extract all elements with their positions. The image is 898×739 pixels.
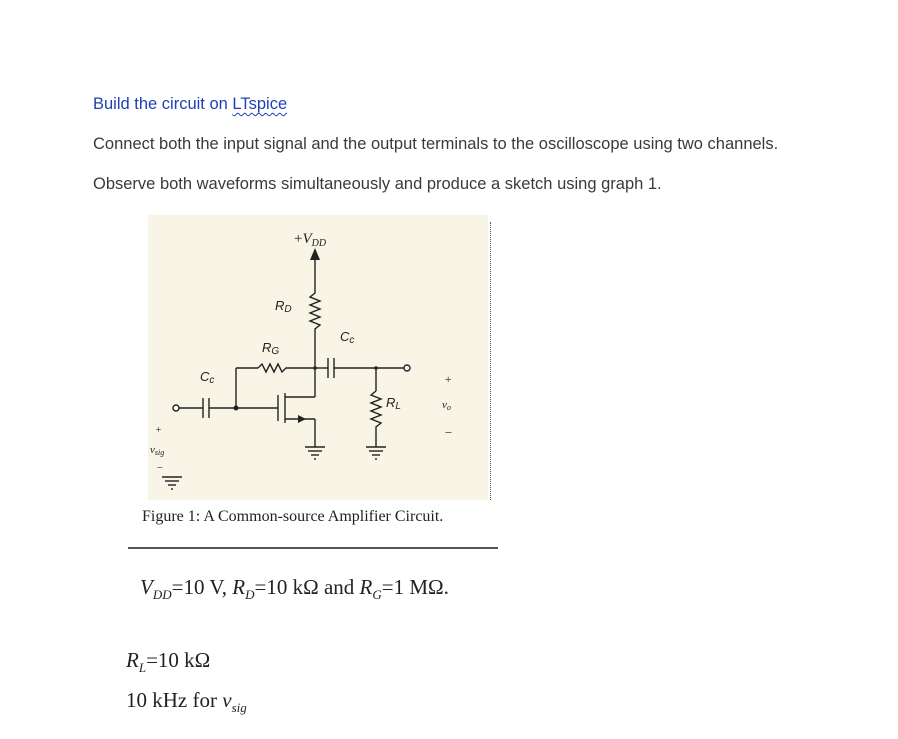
rd-label-sub: D: [284, 304, 292, 315]
rd-symbol: R: [232, 575, 246, 599]
cc-in-label-c: C: [200, 369, 210, 384]
parameters-line-2: [126, 648, 210, 676]
instruction-observe-waveforms: Observe both waveforms simultaneously and produce a sketch using graph 1.: [93, 175, 662, 193]
rd-resistor: [310, 287, 320, 360]
vsig-subscript: sig: [231, 700, 247, 716]
vsig-label-sub: sig: [154, 448, 165, 457]
instruction-connect-oscilloscope: Connect both the input signal and the output terminals to the oscilloscope using two channels.: [93, 135, 779, 153]
vo-minus-label: −: [444, 425, 453, 440]
input-terminal: [173, 405, 179, 411]
vdd-label-sub: DD: [311, 238, 327, 249]
frequency-text: 10 kHz for: [126, 688, 223, 712]
vsig-symbol: v: [222, 688, 232, 712]
vo-plus-label: +: [444, 372, 453, 386]
rl-resistor: [371, 391, 381, 447]
vsig-label-v: v: [150, 444, 155, 456]
vdd-label: [294, 231, 327, 249]
rl-label-sub: L: [395, 401, 401, 412]
vo-label: [442, 399, 451, 412]
ltspice-link[interactable]: LTspice: [232, 95, 288, 113]
cc-out-label-c: C: [340, 329, 350, 344]
circuit-figure: [136, 215, 496, 560]
instruction-build-circuit: [93, 95, 287, 114]
common-source-amplifier-diagram: [136, 215, 496, 505]
parameters-line-1: [140, 575, 449, 603]
rd-label: [275, 298, 292, 315]
vo-label-sub: o: [446, 403, 451, 412]
rl-subscript: L: [138, 660, 147, 676]
vsig-minus-label: −: [156, 462, 164, 474]
vdd-symbol: V: [140, 575, 153, 599]
rl-label: [386, 395, 401, 412]
separator-line: [128, 547, 498, 549]
rg-subscript: G: [372, 587, 382, 603]
output-terminal: [404, 365, 410, 371]
rl-label-r: R: [386, 395, 396, 410]
rl-symbol: R: [126, 648, 139, 672]
vo-label-v: v: [442, 399, 447, 411]
vdd-arrow-icon: [310, 248, 320, 260]
rg-label: [262, 340, 279, 357]
cc-out-label-sub: c: [349, 335, 355, 346]
rg-label-sub: G: [271, 346, 280, 357]
rg-symbol: R: [359, 575, 373, 599]
rl-value: =10 kΩ: [146, 648, 211, 672]
mosfet-arrow-icon: [298, 415, 306, 423]
figure-caption: Figure 1: A Common-source Amplifier Circuit.: [142, 508, 444, 525]
cc-in-label: [200, 369, 214, 386]
vdd-subscript: DD: [152, 587, 172, 603]
vdd-label-v: V: [302, 231, 312, 247]
rg-label-r: R: [262, 340, 272, 355]
cc-out-label: [340, 329, 354, 346]
rd-subscript: D: [245, 587, 255, 603]
rd-value: =10 kΩ and: [254, 575, 360, 599]
cc-in-label-sub: c: [209, 375, 215, 386]
vdd-label-plus: +: [294, 231, 303, 247]
rg-resistor: [258, 364, 315, 372]
parameters-line-3: [126, 688, 247, 716]
rg-value: =1 MΩ.: [381, 575, 449, 599]
vsig-plus-label: +: [155, 425, 162, 436]
rd-label-r: R: [275, 298, 285, 313]
vdd-value: =10 V,: [171, 575, 233, 599]
instruction-build-prefix: Build the circuit on: [93, 95, 233, 113]
vsig-label: [150, 444, 164, 457]
